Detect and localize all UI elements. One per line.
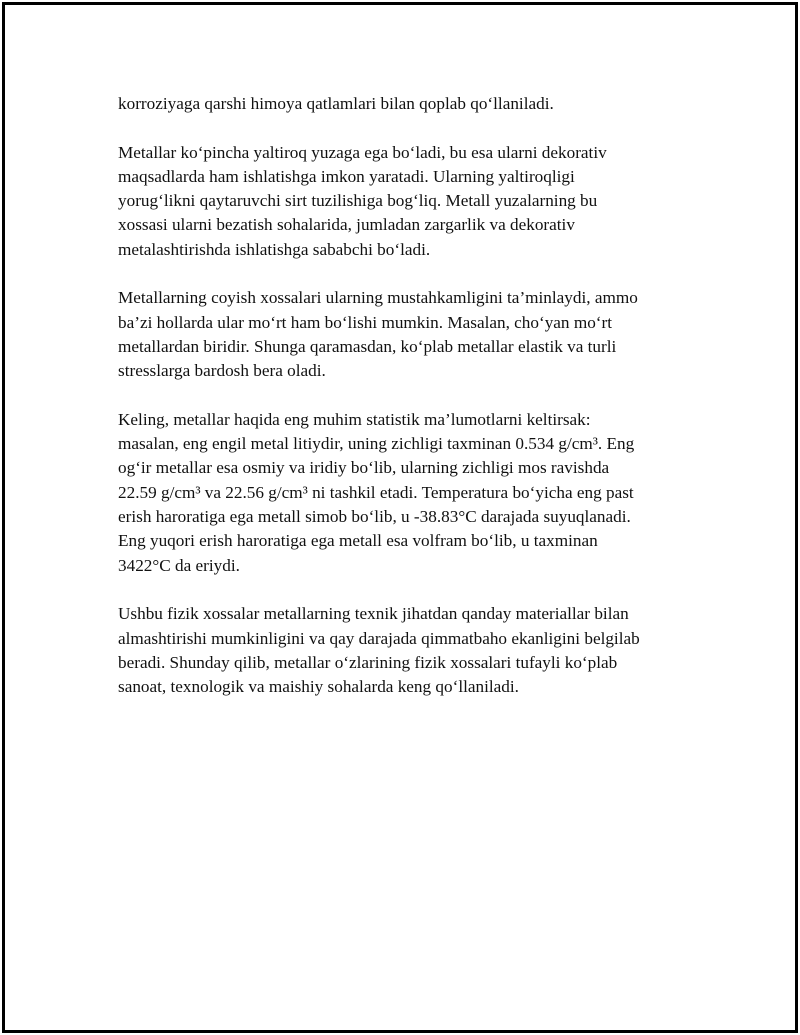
text-line: maqsadlarda ham ishlatishga imkon yaratadi. Ularning yaltiroqligi: [118, 166, 575, 186]
text-line: stresslarga bardosh bera oladi.: [118, 361, 326, 381]
text-line: yorug‘likni qaytaruvchi sirt tuzilishiga bog‘liq. Metall yuzalarning bu: [118, 191, 598, 211]
paragraph-3: [118, 286, 698, 383]
text-line: xossasi ularni bezatish sohalarida, jumladan zargarlik va dekorativ: [118, 215, 575, 235]
text-line: Eng yuqori erish haroratiga ega metall esa volfram bo‘lib, u taxminan: [118, 531, 598, 551]
text-line: erish haroratiga ega metall simob bo‘lib, u -38.83°C darajada suyuqlanadi.: [118, 507, 631, 527]
paragraph-5: [118, 602, 698, 699]
text-line: korroziyaga qarshi himoya qatlamlari bilan qoplab qo‘llaniladi.: [118, 94, 554, 113]
text-line: beradi. Shunday qilib, metallar o‘zlarining fizik xossalari tufayli ko‘plab: [118, 652, 618, 672]
text-line: metalashtirishda ishlatishga sababchi bo‘ladi.: [118, 239, 431, 259]
paragraph-2: [118, 141, 698, 262]
paragraph-1: [118, 92, 698, 116]
text-line: sanoat, texnologik va maishiy sohalarda keng qo‘llaniladi.: [118, 677, 519, 697]
text-line: 3422°C da eriydi.: [118, 555, 240, 575]
text-line: masalan, eng engil metal litiydir, uning zichligi taxminan 0.534 g/cm³. Eng: [118, 434, 635, 454]
text-line: 22.59 g/cm³ va 22.56 g/cm³ ni tashkil etadi. Temperatura bo‘yicha eng past: [118, 482, 634, 502]
text-line: ba’zi hollarda ular mo‘rt ham bo‘lishi mumkin. Masalan, cho‘yan mo‘rt: [118, 312, 613, 332]
text-line: Keling, metallar haqida eng muhim statistik ma’lumotlarni keltirsak:: [118, 409, 591, 429]
paragraph-4: [118, 408, 698, 578]
document-body: [118, 92, 698, 724]
text-line: Metallar ko‘pincha yaltiroq yuzaga ega bo‘ladi, bu esa ularni dekorativ: [118, 142, 607, 162]
text-line: almashtirishi mumkinligini va qay darajada qimmatbaho ekanligini belgilab: [118, 628, 640, 648]
text-line: Metallarning coyish xossalari ularning mustahkamligini ta’minlaydi, ammo: [118, 288, 638, 308]
text-line: metallardan biridir. Shunga qaramasdan, ko‘plab metallar elastik va turli: [118, 336, 617, 356]
text-line: og‘ir metallar esa osmiy va iridiy bo‘lib, ularning zichligi mos ravishda: [118, 458, 610, 478]
text-line: Ushbu fizik xossalar metallarning texnik jihatdan qanday materiallar bilan: [118, 604, 629, 624]
